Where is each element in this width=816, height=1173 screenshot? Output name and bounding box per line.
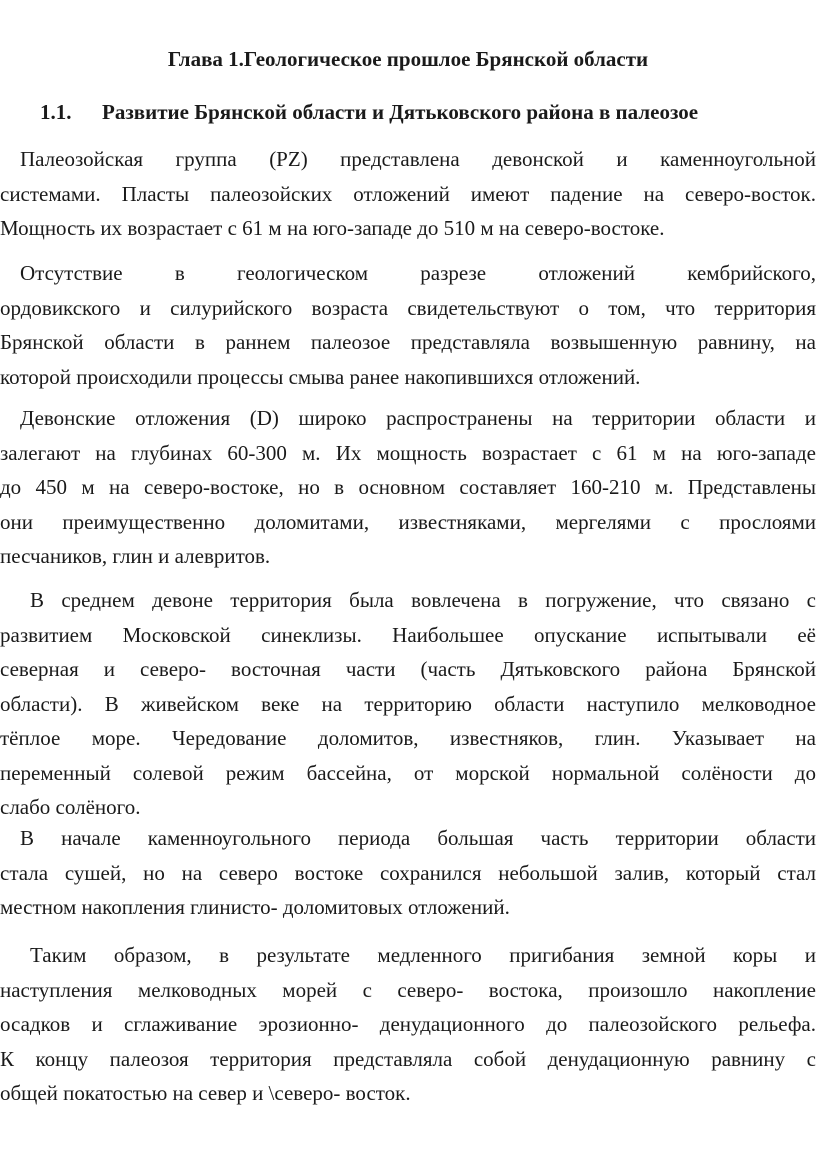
paragraph-line: системами. Пласты палеозойских отложений имеют падение на северо-восток. <box>0 181 816 206</box>
paragraph-line: области). В живейском веке на территорию области наступило мелководное <box>0 691 816 716</box>
paragraph-line: общей покатостью на север и \северо- восток. <box>0 1081 411 1105</box>
paragraph-line: Девонские отложения (D) широко распространены на территории области и <box>20 406 816 430</box>
paragraph-line: слабо солёного. <box>0 795 141 819</box>
paragraph-5 <box>0 821 816 925</box>
paragraph-line: тёплое море. Чередование доломитов, известняков, глин. Указывает на <box>0 726 816 750</box>
paragraph-2 <box>0 256 816 394</box>
paragraph-line: Палеозойская группа (PZ) представлена девонской и каменноугольной <box>20 147 816 171</box>
paragraph-line: Брянской области в раннем палеозое представляла возвышенную равнину, на <box>0 330 816 354</box>
paragraph-line: северная и северо- восточная части (часть Дятьковского района Брянской <box>0 657 816 681</box>
paragraph-3 <box>0 401 816 574</box>
section-number: 1.1. <box>40 100 72 124</box>
paragraph-line: ордовикского и силурийского возраста свидетельствуют о том, что территория <box>0 295 816 320</box>
chapter-title: Глава 1.Геологическое прошлое Брянской области <box>167 47 649 71</box>
paragraph-line: Мощность их возрастает с 61 м на юго-западе до 510 м на северо-востоке. <box>0 216 665 240</box>
paragraph-line: В начале каменноугольного периода большая часть территории области <box>20 826 816 850</box>
paragraph-line: переменный солевой режим бассейна, от морской нормальной солёности до <box>0 760 816 785</box>
section-title: Развитие Брянской области и Дятьковского района в палеозое <box>102 100 699 124</box>
paragraph-line: В среднем девоне территория была вовлечена в погружение, что связано с <box>30 588 816 612</box>
section-heading <box>40 97 698 127</box>
paragraph-line: Таким образом, в результате медленного пригибания земной коры и <box>30 943 816 967</box>
paragraph-line: залегают на глубинах 60-300 м. Их мощность возрастает с 61 м на юго-западе <box>0 440 816 465</box>
paragraph-line: которой происходили процессы смыва ранее накопившихся отложений. <box>0 364 641 389</box>
paragraph-line: песчаников, глин и алевритов. <box>0 544 271 568</box>
paragraph-line: К концу палеозоя территория представляла собой денудационную равнину с <box>0 1046 816 1071</box>
paragraph-line: осадков и сглаживание эрозионно- денудационного до палеозойского рельефа. <box>0 1012 816 1036</box>
paragraph-line: они преимущественно доломитами, известняками, мергелями с прослоями <box>0 509 816 534</box>
paragraph-line: развитием Московской синеклизы. Наибольшее опускание испытывали её <box>0 622 816 647</box>
paragraph-line: до 450 м на северо-востоке, но в основном составляет 160-210 м. Представлены <box>0 475 816 499</box>
paragraph-line: Отсутствие в геологическом разрезе отложений кембрийского, <box>20 261 816 285</box>
paragraph-line: наступления мелководных морей с северо- востока, произошло накопление <box>0 977 816 1002</box>
paragraph-1 <box>0 142 816 246</box>
paragraph-line: местном накопления глинисто- доломитовых отложений. <box>0 895 510 919</box>
paragraph-4 <box>0 583 816 825</box>
paragraph-6 <box>0 938 816 1111</box>
paragraph-line: стала сушей, но на северо востоке сохранился небольшой залив, который стал <box>0 860 816 885</box>
